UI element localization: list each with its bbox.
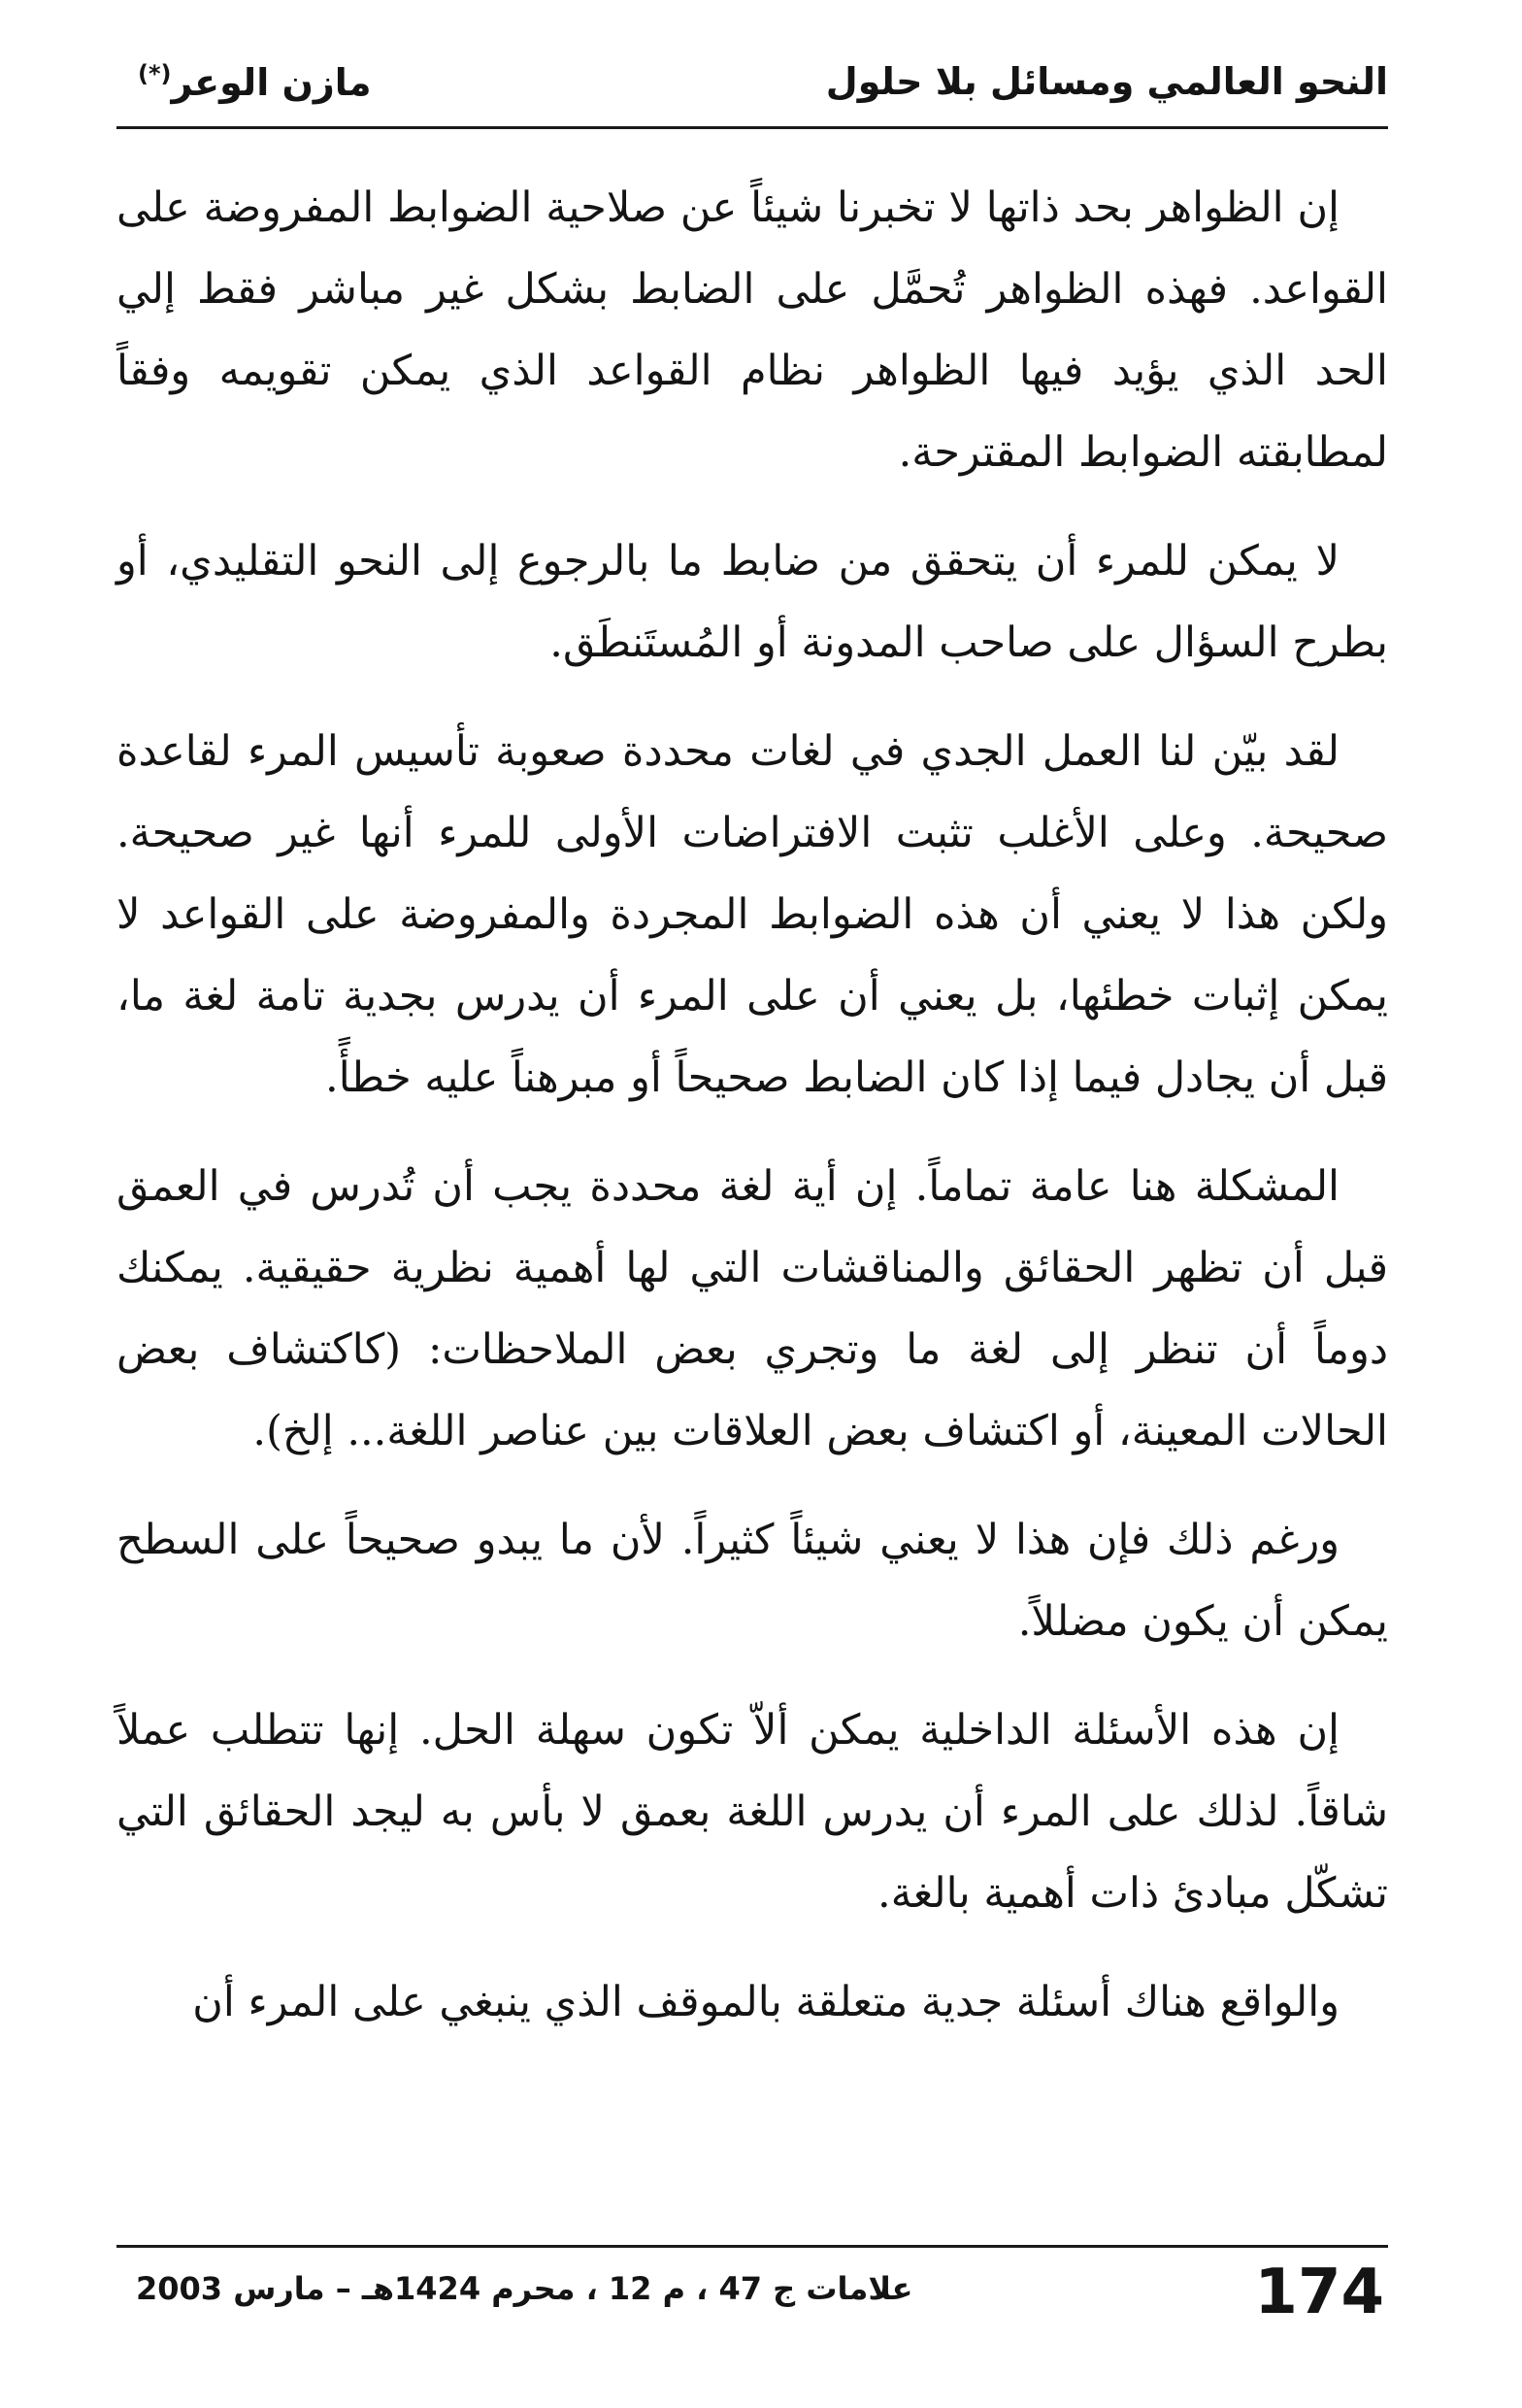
paragraph-3: لقد بيّن لنا العمل الجدي في لغات محددة صعوبة تأسيس المرء لقاعدة صحيحة. وعلى الأغلب تثبت الافتراضات الأولى للمرء أنها غير صحيحة. ولكن هذا لا يعني أن هذه الضوابط المجردة والمفروضة على القواعد لا يمكن إثبات خطئها، بل يعني أن على المرء أن يدرس بجدية تامة لغة ما، قبل أن يجادل فيما إذا كان الضابط صحيحاً أو مبرهناً عليه خطأً. xyxy=(116,727,1388,1102)
author-footnote-mark: (*) xyxy=(138,60,172,87)
paragraph-4: المشكلة هنا عامة تماماً. إن أية لغة محددة يجب أن تُدرس في العمق قبل أن تظهر الحقائق والمناقشات التي لها أهمية نظرية حقيقية. يمكنك دوماً أن تنظر إلى لغة ما وتجري بعض الملاحظات: (كاكتشاف بعض الحالات المعينة، أو اكتشاف بعض العلاقات بين عناصر اللغة... إلخ). xyxy=(116,1162,1388,1455)
paragraph-1: إن الظواهر بحد ذاتها لا تخبرنا شيئاً عن صلاحية الضوابط المفروضة على القواعد. فهذه الظواهر تُحمَّل على الضابط بشكل غير مباشر فقط إلي الحد الذي يؤيد فيها الظواهر نظام القواعد الذي يمكن تقويمه وفقاً لمطابقته الضوابط المقترحة. xyxy=(116,184,1388,477)
journal-citation: علامات ج 47 ، م 12 ، محرم 1424هـ – مارس 2003 xyxy=(136,2270,913,2307)
page-number: 174 xyxy=(1254,2257,1384,2328)
running-head xyxy=(116,54,1388,122)
footer-rule xyxy=(116,2245,1388,2248)
author-name-text: مازن الوعر xyxy=(171,61,372,104)
paragraph-7: والواقع هناك أسئلة جدية متعلقة بالموقف الذي ينبغي على المرء أن xyxy=(192,1978,1340,2026)
header-rule xyxy=(116,126,1388,129)
article-title: النحو العالمي ومسائل بلا حلول xyxy=(825,60,1388,103)
paragraph-2: لا يمكن للمرء أن يتحقق من ضابط ما بالرجوع إلى النحو التقليدي، أو بطرح السؤال على صاحب المدونة أو المُستَنطَق. xyxy=(116,537,1388,667)
page-footer xyxy=(116,2251,1388,2338)
author-name xyxy=(138,60,372,104)
paragraph-6: إن هذه الأسئلة الداخلية يمكن ألاّ تكون سهلة الحل. إنها تتطلب عملاً شاقاً. لذلك على المرء أن يدرس اللغة بعمق لا بأس به ليجد الحقائق التي تشكّل مبادئ ذات أهمية بالغة. xyxy=(116,1706,1388,1918)
document-page xyxy=(116,0,1388,2408)
body-text xyxy=(116,167,1388,2070)
paragraph-5: ورغم ذلك فإن هذا لا يعني شيئاً كثيراً. لأن ما يبدو صحيحاً على السطح يمكن أن يكون مضللاً. xyxy=(116,1516,1388,1646)
